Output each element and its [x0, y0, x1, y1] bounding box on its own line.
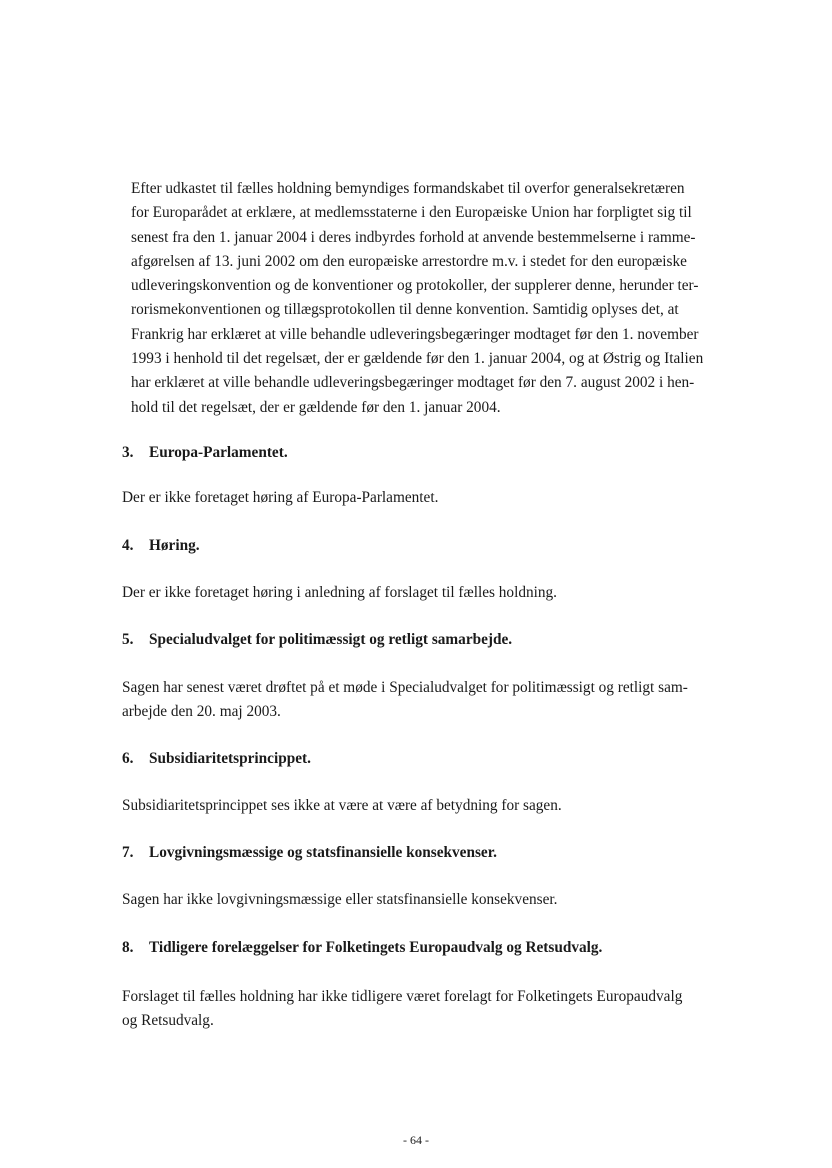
intro-line: rorismekonventionen og tillægsprotokollen til denne konvention. Samtidig oplyses det, at: [131, 301, 679, 319]
section-title: Specialudvalget for politimæssigt og retligt samarbejde.: [149, 631, 513, 648]
section-title: Lovgivningsmæssige og statsfinansielle konsekvenser.: [149, 844, 497, 861]
intro-line: Frankrig har erklæret at ville behandle udleveringsbegæringer modtaget før den 1. november: [131, 325, 699, 343]
paragraph-line: Sagen har senest været drøftet på et møde i Specialudvalget for politimæssigt og retligt sam-: [122, 679, 688, 696]
section-heading-tidligere-forelaeggelser: [122, 938, 602, 958]
paragraph-line: Der er ikke foretaget høring af Europa-Parlamentet.: [122, 489, 439, 506]
section-heading-horing: [122, 536, 200, 556]
section-title: Høring.: [149, 537, 200, 554]
section-number: 7.: [122, 844, 134, 861]
section-number: 4.: [122, 537, 134, 554]
intro-line: for Europarådet at erklære, at medlemsstaterne i den Europæiske Union har forpligtet sig til: [131, 204, 692, 222]
section-title: Europa-Parlamentet.: [149, 444, 288, 461]
paragraph-line: Forslaget til fælles holdning har ikke tidligere været forelagt for Folketingets Europaudvalg: [122, 988, 683, 1005]
section-paragraph-europa-parlamentet: [122, 486, 752, 510]
intro-paragraph: [131, 177, 751, 420]
section-number: 3.: [122, 444, 134, 461]
section-paragraph-tidligere-forelaeggelser: [122, 985, 752, 1034]
page-number: - 64 -: [403, 1133, 429, 1147]
intro-line: har erklæret at ville behandle udleveringsbegæringer modtaget før den 7. august 2002 i hen-: [131, 374, 695, 392]
intro-line: 1993 i henhold til det regelsæt, der er gældende før den 1. januar 2004, og at Østrig og Italien: [131, 350, 704, 368]
section-paragraph-lovgivningsmaessige: [122, 888, 752, 912]
section-number: 6.: [122, 750, 134, 767]
intro-line: afgørelsen af 13. juni 2002 om den europæiske arrestordre m.v. i stedet for den europæiske: [131, 252, 687, 270]
paragraph-line: og Retsudvalg.: [122, 1012, 214, 1030]
section-heading-lovgivningsmaessige: [122, 843, 497, 863]
section-title: Tidligere forelæggelser for Folketingets Europaudvalg og Retsudvalg.: [149, 939, 603, 956]
intro-line: Efter udkastet til fælles holdning bemyndiges formandskabet til overfor generalsekretæren: [131, 180, 685, 197]
intro-line: senest fra den 1. januar 2004 i deres indbyrdes forhold at anvende bestemmelserne i ramme-: [131, 228, 696, 246]
section-number: 5.: [122, 631, 134, 648]
paragraph-line: arbejde den 20. maj 2003.: [122, 703, 281, 721]
section-heading-subsidiaritetsprincippet: [122, 749, 311, 769]
intro-line: hold til det regelsæt, der er gældende før den 1. januar 2004.: [131, 398, 501, 416]
paragraph-line: Der er ikke foretaget høring i anledning af forslaget til fælles holdning.: [122, 584, 557, 601]
section-number: 8.: [122, 939, 134, 956]
section-heading-europa-parlamentet: [122, 443, 288, 463]
intro-line: udleveringskonvention og de konventioner og protokoller, der supplerer denne, herunder ter-: [131, 277, 699, 295]
paragraph-line: Sagen har ikke lovgivningsmæssige eller statsfinansielle konsekvenser.: [122, 891, 558, 908]
paragraph-line: Subsidiaritetsprincippet ses ikke at være at være af betydning for sagen.: [122, 797, 562, 814]
section-heading-specialudvalget: [122, 630, 512, 650]
section-paragraph-horing: [122, 581, 752, 605]
section-paragraph-subsidiaritetsprincippet: [122, 794, 752, 818]
section-title: Subsidiaritetsprincippet.: [149, 750, 311, 767]
section-paragraph-specialudvalget: [122, 676, 752, 725]
